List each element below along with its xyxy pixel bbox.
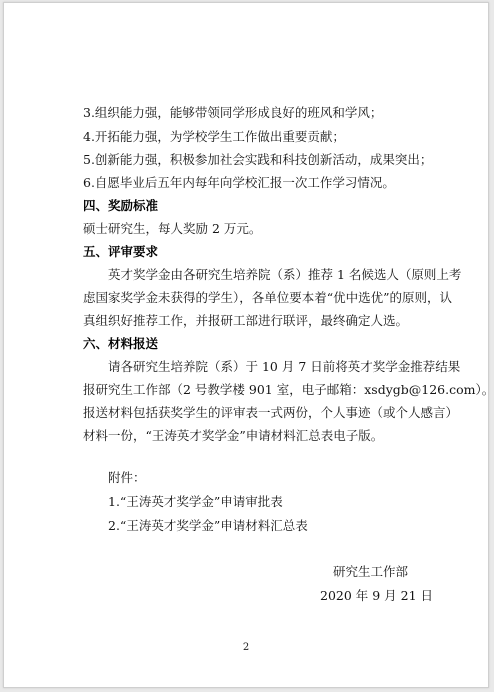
criteria-line-6: 6.自愿毕业后五年内每年向学校汇报一次工作学习情况。 [83, 175, 395, 190]
materials-paragraph-line: 请各研究生培养院（系）于 10 月 7 日前将英才奖学金推荐结果 [108, 359, 461, 374]
attachment-item: 2.“王涛英才奖学金”申请材料汇总表 [108, 518, 308, 533]
materials-paragraph-line: 材料一份，“王涛英才奖学金”申请材料汇总表电子版。 [83, 428, 384, 443]
reward-text: 硕士研究生，每人奖励 2 万元。 [83, 221, 262, 236]
section-heading-review: 五、评审要求 [83, 244, 159, 259]
attachment-heading: 附件： [108, 470, 146, 485]
review-paragraph-line: 虑国家奖学金未获得的学生），各单位要本着“优中选优”的原则，认 [83, 290, 453, 305]
page-number: 2 [242, 642, 250, 653]
criteria-line-3: 3.组织能力强，能够带领同学形成良好的班风和学风； [83, 105, 383, 120]
section-heading-reward: 四、奖励标准 [83, 198, 159, 213]
signature-date: 2020 年 9 月 21 日 [320, 588, 434, 603]
materials-paragraph-line: 报送材料包括获奖学生的评审表一式两份，个人事迹（或个人感言） [83, 405, 459, 420]
review-paragraph-line: 英才奖学金由各研究生培养院（系）推荐 1 名候选人（原则上考 [108, 267, 462, 282]
signature-org: 研究生工作部 [333, 564, 409, 579]
criteria-line-5: 5.创新能力强，积极参加社会实践和科技创新活动，成果突出； [83, 152, 433, 167]
attachment-item: 1.“王涛英才奖学金”申请审批表 [108, 494, 283, 509]
section-heading-materials: 六、材料报送 [83, 336, 159, 351]
materials-paragraph-line: 报研究生工作部（2 号教学楼 901 室，电子邮箱：xsdygb@126.com）。 [83, 382, 494, 397]
review-paragraph-line: 真组织好推荐工作，并报研工部进行联评，最终确定人选。 [83, 313, 409, 328]
criteria-line-4: 4.开拓能力强，为学校学生工作做出重要贡献； [83, 129, 345, 144]
document-page [3, 2, 494, 688]
